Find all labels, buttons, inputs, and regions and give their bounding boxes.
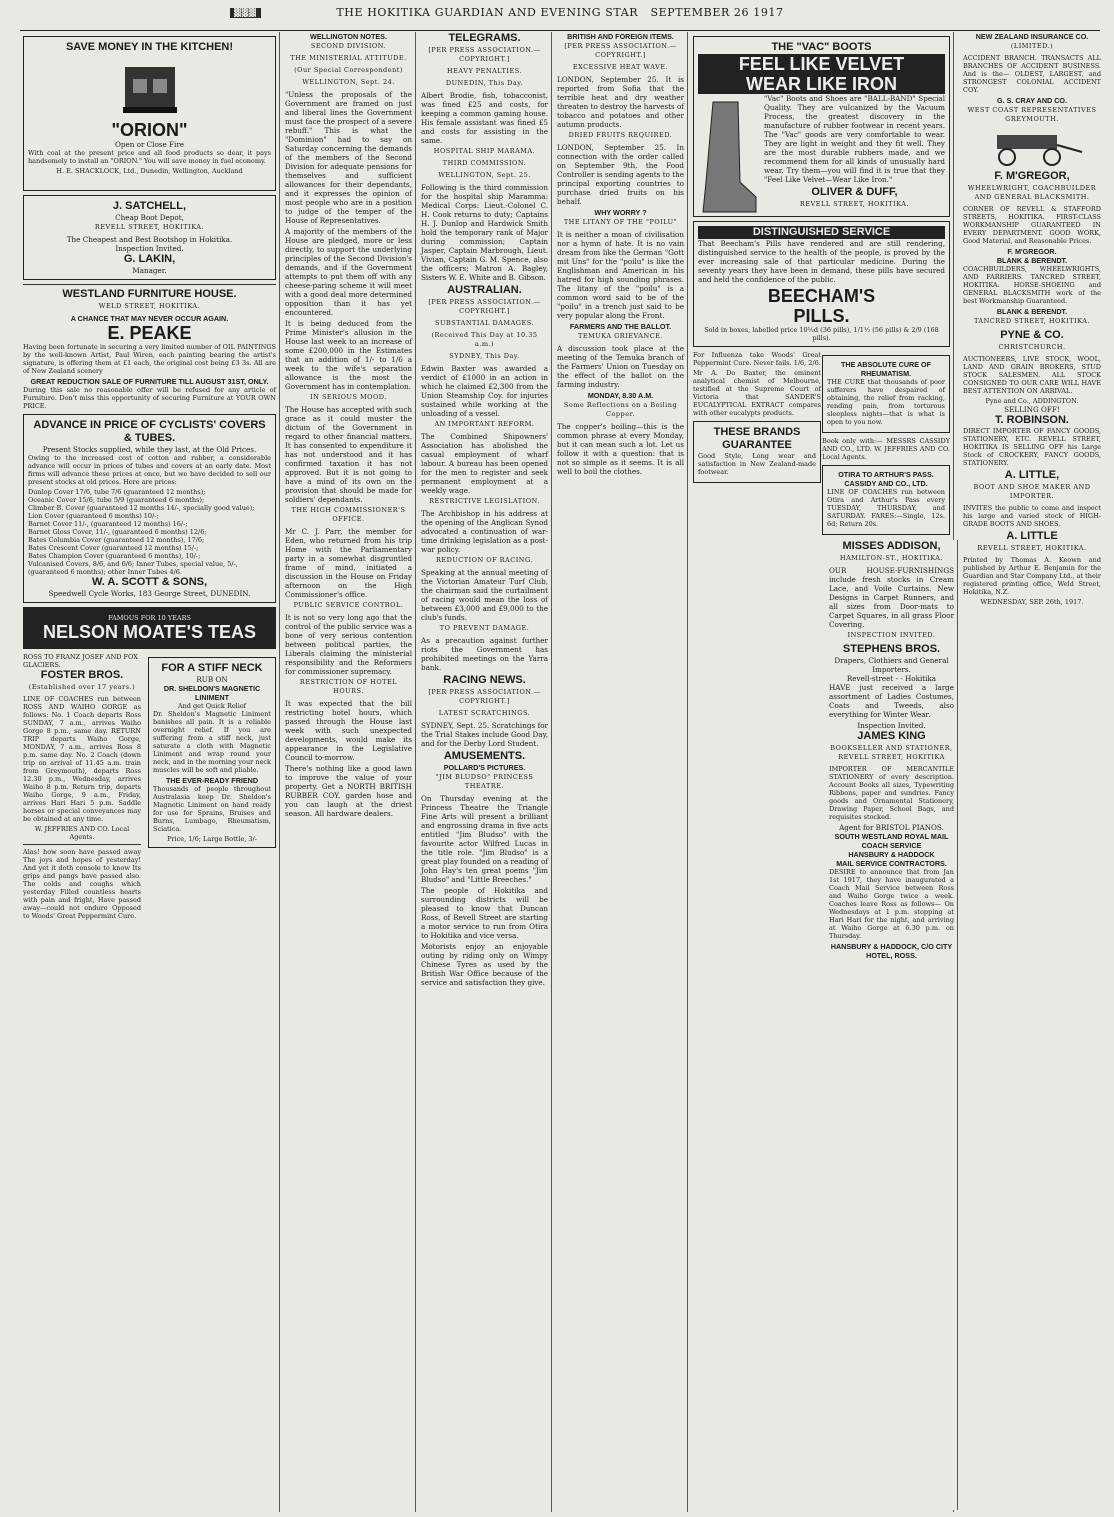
- carriage-icon: [977, 127, 1087, 167]
- column-5-right: [822, 351, 950, 539]
- stephens-body: HAVE just received a large assortment of Ladies Costumes, Coats and Tweeds, also everything for Winter Wear.: [829, 683, 954, 719]
- stiffneck-ad: [148, 657, 276, 848]
- subhead: EXCESSIVE HEAT WAVE.: [572, 63, 669, 71]
- subhead: AN IMPORTANT REFORM.: [434, 420, 535, 428]
- paragraph: It is not so very long ago that the control of the public service was a bone of very serious contention between political parties, the Liberals claiming the ministerial responsibility and the Reformers for commissioner supremacy.: [285, 613, 412, 676]
- pyne-sign: Pyne and Co., ADDINGTON.: [985, 397, 1079, 405]
- farmers-head: FARMERS AND THE BALLOT.: [569, 322, 672, 331]
- paragraph: A majority of the members of the House are pledged, more or less directly, to support the underlying principles of the Second Division's demands, and if the Government attempts to put them off with any cheese-paring scheme it will meet with a good deal more determined opposition than it has yet encountered.: [285, 227, 412, 317]
- column-2: [282, 32, 416, 1512]
- little-street: REVELL STREET, HOKITIKA.: [977, 544, 1087, 552]
- paragraph: Albert Brodie, fish, tobacconist, was fined £25 and costs, for keeping a common gaming house. His female assistant was fined £5 and costs for assisting in the same.: [421, 91, 548, 145]
- dateline: SYDNEY, This Day.: [449, 352, 520, 360]
- nelson-famous: FAMOUS FOR 10 YEARS: [108, 614, 191, 622]
- stephens-sub: Drapers, Clothiers and General Importers.: [834, 656, 949, 674]
- subhead: HOSPITAL SHIP MARAMA.: [433, 147, 536, 155]
- rheumatism-body: THE CURE that thousands of poor sufferers have despaired of obtaining, the relief from racking, rending pain, from torturous sleepless nights—that is what is open to you now.: [827, 378, 945, 426]
- masthead-rule: [20, 30, 1100, 31]
- vac-body: "Vac" Boots and Shoes are "BALL-BAND" Special Quality. They are vulcanized by the Vacuum Process, the greatest discovery in the manufacture of rubber footwear in recent years. The "Vac" goods are very comfortable to wear. They are light in weight and they fit well. They are the most durable rubbers made, and we recommend them for all kinds of unusually hard wear. Try them—you will find it is true that they "Feel Like Velvet—Wear Like Iron.": [764, 94, 945, 184]
- stiffneck-friend: THE EVER-READY FRIEND: [165, 776, 259, 785]
- boot-icon: [698, 97, 758, 217]
- south-westland: SOUTH WESTLAND ROYAL MAIL COACH SERVICE: [834, 832, 949, 850]
- addison-inspection: INSPECTION INVITED.: [847, 631, 936, 639]
- stove-icon: [115, 57, 185, 117]
- pyne-body: AUCTIONEERS, LIVE STOCK, WOOL, LAND AND GRAIN BROKERS, STUD STOCK SALESMEN. ALL STOCK CONSIGNED TO OUR CARE WILL HAVE BEST ATTENTION ON ARRIVAL.: [963, 355, 1101, 395]
- foster-name: FOSTER BROS.: [40, 669, 124, 681]
- column-4: [554, 32, 688, 1512]
- paragraph: The Combined Shipowners' Association has abolished the casual employment of wharf labour. A bureau has been opened for the men to register and seek permanent employment at a weekly wage.: [421, 432, 548, 495]
- hansbury-name: HANSBURY & HADDOCK: [848, 850, 935, 859]
- separator: [23, 284, 276, 285]
- mail-contractors: MAIL SERVICE CONTRACTORS.: [836, 859, 947, 868]
- satchell-manager-title: Manager.: [132, 266, 167, 275]
- separator: [23, 844, 141, 845]
- amusements-head: AMUSEMENTS.: [443, 750, 526, 762]
- orion-ad: [23, 36, 276, 191]
- subhead: LATEST SCRATCHINGS.: [438, 709, 531, 717]
- paragraph: Following is the third commission for the hospital ship Maramma: Medical Corps: Lieut.-Colonel C. H. Cook returns to duty; Captains H. J. Dunlop and Hardwick Smith hold the temporary rank of Major during commission; Captain Jasper, Captain Marbrough, Lieut. Vivian, Captain G. M. Spence, also the officers; Matron A. Bagley, Sisters W. E. White and B. Gibson.: [421, 183, 548, 282]
- vac-boots-ad: [693, 36, 950, 217]
- orion-subtitle: Open or Close Fire: [114, 140, 185, 149]
- paragraph: Edwin Baxter was awarded a verdict of £1000 in an action in which he claimed £2,300 from the Union Steamship Coy. for injuries sustained while working at the unloading of a vessel.: [421, 364, 548, 418]
- otira-title: OTIRA TO ARTHUR'S PASS. CASSIDY AND CO., LTD.: [838, 470, 934, 488]
- nelson-moate-ad: [23, 607, 276, 649]
- price-item: Bates Columbia Cover (guaranteed 12 months), 17/6;: [28, 536, 205, 544]
- rheumatism-ad: [822, 355, 950, 433]
- column-6: [826, 540, 958, 1510]
- westland-body: Having been fortunate in securing a very limited number of OIL PAINTINGS by the well-known Artist, Paul Wiren, each painting bearing the artist's signature, is offering them at £1 each, the original cost being £3 3s. All are of New Zealand scenery: [23, 343, 276, 375]
- dateline: WELLINGTON, Sept. 24.: [302, 78, 395, 86]
- woods-notice: For Influenza take Woods' Great Peppermint Cure. Never fails. 1/6, 2/6.: [693, 351, 821, 367]
- foster-agents: W. JEFFRIES AND CO. Local Agents.: [34, 825, 130, 841]
- westland-peake: E. PEAKE: [107, 323, 192, 343]
- otira-body: LINE OF COACHES run between Otira and Arthur's Pass every TUESDAY, THURSDAY, and SATURDAY. FARES:—Single, 12s. 6d; Return 20s.: [827, 488, 945, 528]
- addison-street: HAMILTON-ST., HOKITIKA.: [839, 554, 944, 562]
- british-foreign-head: BRITISH AND FOREIGN ITEMS.: [567, 32, 674, 41]
- otira-ad: [822, 465, 950, 535]
- subhead: THIRD COMMISSION.: [442, 159, 527, 167]
- press-association: [PER PRESS ASSOCIATION.—COPYRIGHT.]: [564, 42, 677, 59]
- satchell-inspection: Inspection Invited.: [115, 244, 184, 253]
- mcgregor-sub: WHEELWRIGHT, COACHBUILDER AND GENERAL BLACKSMITH.: [967, 184, 1097, 201]
- little-name: A. LITTLE,: [1004, 469, 1060, 481]
- brands-body: Good Style, Long wear and satisfaction in New Zealand-made footwear.: [698, 452, 816, 476]
- beechams-body: That Beecham's Pills have rendered and are still rendering, distinguished service to the health of the people, is proved by the ever increasing sale of that particular medicine. During the seventy years they have been in demand, these pills have secured and held the confidence of the public.: [698, 239, 945, 284]
- blank-street: TANCRED STREET, HOKITIKA.: [973, 317, 1091, 325]
- cyclists-body: Owing to the increased cost of cotton and rubber, a considerable advance will occur in prices of tubes and covers at an early date. Most firms will advance these prices at once, but we have decided to sell our present stocks at old prices. Here are prices:: [28, 454, 271, 486]
- pyne-sub: CHRISTCHURCH.: [998, 343, 1066, 351]
- vac-line1: FEEL LIKE VELVET: [698, 54, 945, 74]
- vac-title: THE "VAC" BOOTS: [771, 41, 872, 53]
- dateline: WELLINGTON, Sept. 25.: [438, 171, 531, 179]
- sw-sign: HANSBURY & HADDOCK, C/O CITY HOTEL, ROSS.: [830, 942, 953, 960]
- mcgregor-sign: F. M'GREGOR.: [1007, 247, 1057, 256]
- price-item: Bates Crescent Cover (guaranteed 12 months) 15/-;: [28, 544, 199, 552]
- westland-ad: [23, 288, 276, 410]
- masthead: [20, 6, 1100, 32]
- australian-head: AUSTRALIAN.: [447, 284, 522, 296]
- paragraph: It is neither a moan of civilisation nor a hymn of hate. It is no vain dream from like the German "Gott mit Uns" for the "poilu" is like the Englishman and American in his hatred for high sounding phrases. The litany of the "poilu" is a common word said to be of the "poilu" in a trench just said to be very popular along the Front.: [557, 230, 684, 320]
- subhead: IN SERIOUS MOOD.: [310, 393, 387, 401]
- robinson-body: DIRECT IMPORTER OF FANCY GOODS, STATIONERY, ETC. REVELL STREET, HOKITIKA IS SELLING OFF his Large Stock of CROCKERY, FANCY GOODS, STATIONERY.: [963, 427, 1101, 467]
- nz-insurance-body: ACCIDENT BRANCH. TRANSACTS ALL BRANCHES OF ACCIDENT BUSINESS. And is the— OLDEST, LARGEST, and STRONGEST COLONIAL ACCIDENT COY.: [963, 54, 1101, 94]
- oliver-duff: OLIVER & DUFF,: [811, 186, 898, 198]
- king-sub: BOOKSELLER AND STATIONER, REVELL STREET, HOKITIKA: [830, 744, 953, 761]
- column-5-left: [693, 351, 821, 487]
- rheumatism-title: THE ABSOLUTE CURE OF RHEUMATISM.: [841, 360, 931, 378]
- addison-body: OUR HOUSE-FURNISHINGS include fresh stocks in Cream Lace, and Voile Curtains. New Designs in Carpet Runners, and all sizes from Door-mats to Carpet Squares, in all grass Floor Covering.: [829, 566, 954, 629]
- price-item: Vulcanised Covers, 8/6, and 6/6; Inner Tubes, special value, 5/-, (guaranteed 6 months); other Inner Tubes 4/6.: [28, 560, 238, 576]
- booking-agents: Book only with:— MESSRS CASSIDY AND CO., LTD. W. JEFFRIES AND CO. Local Agents.: [822, 437, 950, 461]
- king-name: JAMES KING: [857, 730, 926, 742]
- beechams-brand: BEECHAM'S: [767, 286, 876, 306]
- peppermint-poem: Alas! how soon have passed away The joys and hopes of yesterday! And yet it doth console to know Its grips and pangs have passed also. The colds and coughs which yesterday Filled countless hearts with pain and fright, Have passed away—could not endure Opposed to Woods' Great Peppermint Cure.: [23, 848, 141, 920]
- mcgregor-name: F. M'GREGOR,: [994, 170, 1070, 182]
- sw-body: DESIRE to announce that from Jan 1st 1917, they have inaugurated a Coach Mail Service between Ross and Waiho Gorge twice a week. Coaches leave Ross as follows— On Wednesdays at 1 p.m. stopping at Hari Hari for the night, and arriving at Waiho Gorge at 6.30 p.m. on Thursday.: [829, 868, 954, 940]
- paragraph: There's nothing like a good lawn to improve the value of your property. Get a NORTH BRITISH RUBBER COY. garden hose and you can laugh at the driest season. All hardware dealers.: [285, 764, 412, 818]
- satchell-ad: [23, 195, 276, 280]
- paragraph: Mr C. J. Parr, the member for Eden, who returned from his trip Home with the Parliamentary party in a somewhat disgruntled frame of mind, initiated a discussion in the House on Friday afternoon on the High Commissioner's office.: [285, 527, 412, 599]
- selling-off: SELLING OFF!: [1004, 405, 1060, 414]
- paragraph: On Thursday evening at the Princess Theatre the Triangle Fine Arts will present a brilliant and engrossing drama in five acts entitled "Jim Bludso" with the favourite actor Wilfred Lucas in the title role. "Jim Bludso" is a great play founded on a reading of John Hay's ten great poems "Jim Bludso" and "Little Breeches.": [421, 794, 548, 884]
- westland-street: WELD STREET, HOKITIKA.: [98, 302, 201, 310]
- nz-insurance-ltd: (LIMITED.): [1010, 42, 1054, 50]
- paragraph: SYDNEY, Sept. 25. Scratchings for the Trial Stakes include Good Day, and for the Derby Lord Student.: [421, 721, 548, 748]
- paragraph: A discussion took place at the meeting of the Temuka branch of the Farmers' Union on Tuesday on the effect of the ballot on the farming industry.: [557, 344, 684, 389]
- king-agent: Agent for BRISTOL PIANOS.: [839, 823, 944, 832]
- stephens-inspection: Inspection Invited.: [857, 721, 926, 730]
- sanders-notice: Mr A. Do Baxter, the eminent analytical chemist of Melbourne, testified at the Supreme Court of Victoria that SANDER'S EUCALYPTICAL EXTRACT compares with other eucalypts products.: [693, 369, 821, 417]
- blank-berendt: BLANK & BERENDT.: [996, 256, 1068, 265]
- little-sign: A. LITTLE: [1006, 530, 1058, 542]
- king-body: IMPORTER OF MERCANTILE STATIONERY of every description. Account Books all sizes, Typewriting Ribbons, paper and sundries. Fancy goods and Ornamental Stationery, Drawing Paper, School Bags, and requisites stocked.: [829, 765, 954, 821]
- satchell-name: J. SATCHELL,: [112, 200, 187, 212]
- subhead: THE MINISTERIAL ATTITUDE.: [290, 54, 407, 62]
- cyclists-sub: Present Stocks supplied, while they last, at the Old Prices.: [42, 445, 257, 454]
- westland-sale: GREAT REDUCTION SALE OF FURNITURE TILL AUGUST 31ST, ONLY.: [30, 377, 269, 386]
- paragraph: It is being deduced from the Prime Minister's allusion in the House last week to an increase of some £200,000 in the Estimates that an addition of 1/- to 1/6 a week to the wife's separation allowance is the most the Government has in contemplation.: [285, 319, 412, 391]
- paragraph: Speaking at the annual meeting of the Victorian Amateur Turf Club, the chairman said the curtailment of racing would mean the loss of between £3,000 and £9,000 to the club's funds.: [421, 568, 548, 622]
- price-item: Barnet Gloss Cover, 11/-, (guaranteed 6 months) 12/6;: [28, 528, 207, 536]
- subhead: SUBSTANTIAL DAMAGES.: [435, 319, 534, 327]
- beechams-pills: PILLS.: [793, 306, 850, 326]
- telegrams-head: TELEGRAMS.: [448, 32, 521, 44]
- stiffneck-body2: Thousands of people throughout Australasia keep Dr. Sheldon's Magnetic Liniment on hand ready for use for Sprains, Bruises and Burns, Lumbago, Rheumatism, Sciatica.: [153, 785, 271, 833]
- westland-sale-body: During this sale no reasonable offer will be refused for any article of Furniture. Don't miss this opportunity of securing Furniture at YOUR OWN PRICE.: [23, 386, 276, 410]
- paragraph: The Archbishop in his address at the opening of the Anglican Synod advocated a continuation of war-time drinking legislation as a post-war policy.: [421, 509, 548, 554]
- pyne-name: PYNE & CO.: [1000, 329, 1064, 341]
- satchell-line2: The Cheapest and Best Bootshop in Hokitika.: [66, 235, 233, 244]
- blank-sign: BLANK & BERENDT.: [996, 307, 1068, 316]
- cray-rep: WEST COAST REPRESENTATIVES GREYMOUTH.: [967, 106, 1097, 123]
- foster-ad: [23, 653, 141, 922]
- westland-title: WESTLAND FURNITURE HOUSE.: [62, 288, 237, 300]
- subhead: "JIM BLUDSO" PRINCESS THEATRE.: [435, 773, 534, 790]
- section-title: SECOND DIVISION.: [310, 42, 387, 50]
- price-item: Barnet Cover 11/-, (guaranteed 12 months) 16/-;: [28, 520, 188, 528]
- subhead: RESTRICTION OF HOTEL HOURS.: [299, 678, 398, 695]
- subhead: TEMUKA GRIEVANCE.: [578, 332, 663, 340]
- price-item: Dunlop Cover 17/6, tube 7/6 (guaranteed 12 months);: [28, 488, 206, 496]
- received-line: (Received This Day at 10.35 a.m.): [431, 331, 538, 348]
- subhead: RESTRICTIVE LEGISLATION.: [429, 497, 540, 505]
- subhead: DRIED FRUITS REQUIRED.: [568, 131, 673, 139]
- nz-insurance: NEW ZEALAND INSURANCE CO.: [975, 32, 1089, 41]
- page-folio: ▓▓▓: [230, 8, 261, 18]
- paragraph: As a precaution against further riots the Government has prohibited meetings on the Yarra bank.: [421, 636, 548, 672]
- paragraph: It was expected that the bill restricting hotel hours, which passed through the House last week with such unexpected developments, would make its appearance in the Legislative Council to-morrow.: [285, 699, 412, 762]
- why-worry-head: WHY WORRY ?: [594, 208, 647, 217]
- foster-est: (Established over 17 years.): [28, 683, 136, 691]
- westland-chance: A CHANCE THAT MAY NEVER OCCUR AGAIN.: [70, 314, 229, 323]
- dateline: DUNEDIN, This Day.: [445, 79, 524, 87]
- subhead: TO PREVENT DAMAGE.: [439, 624, 530, 632]
- paragraph: The people of Hokitika and surrounding districts will be pleased to know that Duncan Ross, of Revell Street are starting a motor service to run from Otira to Hokitika and vice versa.: [421, 886, 548, 940]
- subhead: THE HIGH COMMISSIONER'S OFFICE.: [291, 506, 406, 523]
- scott-sons: W. A. SCOTT & SONS,: [91, 576, 208, 588]
- imprint-date: WEDNESDAY, SEP. 26th, 1917.: [980, 598, 1084, 606]
- stiffneck-body: Dr. Sheldon's Magnetic Liniment banishes all pain. It is a reliable overnight relief. If you are suffering from a stiff neck, just saturate a cloth with Magnetic Liniment and wrap round your neck, and in the morning your neck muscles will be soft and pliable.: [153, 710, 271, 774]
- subhead: THE LITANY OF THE "POILU": [563, 218, 678, 226]
- price-item: Bates Champion Cover (guaranteed 6 months), 10/-;: [28, 552, 201, 560]
- correspondent: (Our Special Correspondent): [294, 66, 403, 74]
- foster-route: ROSS TO FRANZ JOSEF AND FOX GLACIERS.: [23, 653, 138, 669]
- subhead: POLLARD'S PICTURES.: [443, 763, 526, 772]
- orion-headline: SAVE MONEY IN THE KITCHEN!: [65, 41, 234, 53]
- cyclists-headline: ADVANCE IN PRICE OF CYCLISTS' COVERS & TUBES.: [33, 419, 266, 444]
- stiffneck-price: Price, 1/6; Large Bottle, 3/-: [167, 835, 257, 843]
- vac-street: REVELL STREET, HOKITIKA.: [799, 200, 910, 208]
- masthead-title: THE HOKITIKA GUARDIAN AND EVENING STAR: [336, 6, 639, 19]
- paragraph: The House has accepted with such grace as it could muster the dictum of the Government in regard to other financial matters. It has consented to expenditure it has not understood and it has confirmed taxation it has not approved. But it is not going to have a mind of its own on the provision that should be made for soldiers' dependants.: [285, 405, 412, 504]
- satchell-street: REVELL STREET, HOKITIKA.: [94, 223, 205, 231]
- beechams-sold: Sold in boxes, labelled price 10½d (36 pills), 1/1½ (56 pills) & 2/9 (168 pills).: [704, 326, 939, 342]
- cyclists-ad: [23, 414, 276, 603]
- vac-line2: WEAR LIKE IRON: [698, 74, 945, 94]
- orion-maker: H. E. SHACKLOCK, Ltd., Dunedin, Wellington, Auckland: [56, 167, 243, 175]
- stephens-name: STEPHENS BROS.: [842, 643, 941, 655]
- addison-name: MISSES ADDISON,: [842, 540, 941, 552]
- satchell-line1: Cheap Boot Depot,: [115, 213, 184, 222]
- imprint: Printed by Thomas A. Keown and published by Arthur E. Benjamin for the Guardian and Star Company Ltd., at their registered printing office, Weld Street, Hokitika, N.Z.: [963, 556, 1101, 596]
- distinguished-service: DISTINGUISHED SERVICE: [698, 226, 945, 239]
- mcgregor-body: CORNER OF REVELL & STAFFORD STREETS, HOKITIKA. FIRST-CLASS WORKMANSHIP GUARANTEED IN EVERY DEPARTMENT. GOOD WORK, Good Material, and Reasonable Prices.: [963, 205, 1101, 245]
- paragraph: Motorists enjoy an enjoyable outing by riding only on Wimpy Chinese Tyres as used by the British War Office because of the service and satisfaction they give.: [421, 942, 548, 987]
- column-1: [20, 32, 280, 1512]
- subhead: PUBLIC SERVICE CONTROL.: [293, 601, 404, 609]
- paragraph: LONDON, September 25. In connection with the order called on September 9th, the Food Controller is sending agents to the principal exporting countries to purchase dried fruits on his behalf.: [557, 143, 684, 206]
- little-body: INVITES the public to come and inspect his large and varied stock of HIGH-GRADE BOOTS AND SHOES.: [963, 504, 1101, 528]
- column-3: [418, 32, 552, 1512]
- scott-works: Speedwell Cycle Works, 183 George Street, DUNEDIN.: [48, 589, 251, 598]
- cray-agent: G. S. CRAY AND CO.: [996, 96, 1068, 105]
- stiffneck-rub: RUB ON: [196, 675, 228, 684]
- brands-logo: THESE BRANDS GUARANTEE: [713, 426, 801, 451]
- stiffneck-tag: And get Quick Relief: [177, 702, 247, 710]
- price-item: Climber B. Cover (guaranteed 12 months 14/-, specially good value);: [28, 504, 255, 512]
- paragraph: LONDON, September 25. It is reported from Sofia that the terrible heat and dry weather threaten to destroy the harvests of tobacco and potatoes and other autumn products.: [557, 75, 684, 129]
- price-item: Oceanic Cover 15/6, tube 5/9 (guaranteed 6 months);: [28, 496, 205, 504]
- satchell-manager: G. LAKIN,: [123, 253, 176, 265]
- press-association: [PER PRESS ASSOCIATION.—COPYRIGHT.]: [428, 688, 541, 705]
- press-association: [PER PRESS ASSOCIATION.—COPYRIGHT.]: [428, 298, 541, 315]
- robinson-name: T. ROBINSON.: [995, 414, 1069, 426]
- racing-head: RACING NEWS.: [443, 674, 526, 686]
- nelson-brand: NELSON MOATE'S TEAS: [43, 622, 256, 642]
- subhead: REDUCTION OF RACING.: [435, 556, 534, 564]
- brands-ad: [693, 421, 821, 483]
- little-sub: BOOT AND SHOE MAKER AND IMPORTER.: [973, 483, 1091, 500]
- stiffneck-brand: DR. SHELDON'S MAGNETIC LINIMENT: [163, 684, 261, 702]
- paragraph: The copper's boiling—this is the common phrase at every Monday, but it can mean such a lot. Let us follow it with a question: that is not so simple as it seems. It is all well to boil the clothes.: [557, 422, 684, 476]
- price-item: Lion Cover (guaranteed 6 months) 10/-;: [28, 512, 159, 520]
- paragraph: "Unless the proposals of the Government are framed on just and liberal lines the Government must face the prospect of a severe rebuff." This is what the "Dominion" had to say on Saturday concerning the demands of the members of the Second Division for adequate pensions for themselves and sufficient allowances for their dependants, and it expresses the opinion of most people who are in a position to judge of the temper of the House of Representatives.: [285, 90, 412, 225]
- column-7: [960, 32, 1104, 1512]
- cyclists-price-list: [28, 488, 271, 576]
- masthead-date: SEPTEMBER 26 1917: [650, 6, 784, 19]
- subhead: Some Reflections on a Boiling Copper.: [563, 401, 678, 418]
- stephens-street: Revell-street - - Hokitika: [846, 674, 937, 683]
- orion-body: With coal at the present price and all food products so dear, it pays handsomely to install an "ORION." You will save money in fuel economy.: [28, 149, 271, 165]
- orion-brand: "ORION": [111, 120, 188, 140]
- subhead: HEAVY PENALTIES.: [446, 67, 523, 75]
- blank-body: COACHBUILDERS, WHEELWRIGHTS, AND FARRIERS. TANCRED STREET, HOKITIKA. HORSE-SHOEING and GENERAL BLACKSMITH work of the best Workmanship Guaranteed.: [963, 265, 1101, 305]
- press-association: [PER PRESS ASSOCIATION.—COPYRIGHT.]: [428, 46, 541, 63]
- stiffneck-title: FOR A STIFF NECK: [161, 662, 263, 674]
- foster-body: LINE OF COACHES run between ROSS AND WAIHO GORGE as follows: No. 1 Coach departs Ross SUNDAY, 7 a.m., arrives Waiho Gorge 8 p.m., same day. RETURN TRIP departs Waiho Gorge, MONDAY, 7 a.m., arrives Ross 8 p.m. same day. No. 2 Coach (down trip on arrival of 11.45 a.m. train from Greymouth), departs Ross 12.30 p.m., Wednesday, arrives Waiho 8 p.m. Return trip, departs Waiho Gorge, 9 a.m., Friday, arrives Hari Hari 5 p.m. Saddle horses or special conveyances may be obtained at any time.: [23, 695, 141, 823]
- monday-head: MONDAY, 8.30 A.M.: [587, 391, 654, 400]
- wellington-notes-head: WELLINGTON NOTES.: [310, 32, 387, 41]
- beechams-ad: [693, 221, 950, 347]
